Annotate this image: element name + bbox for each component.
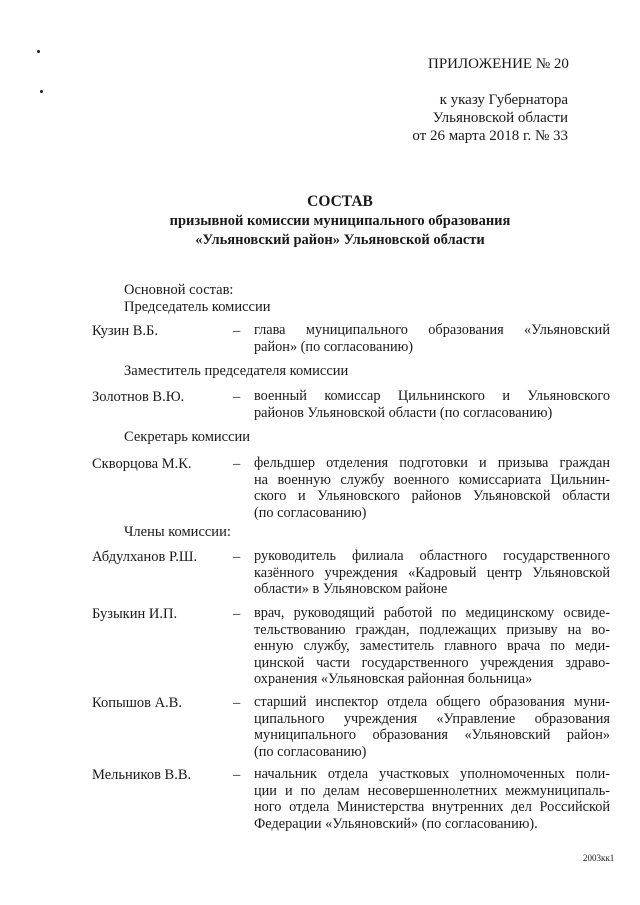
- section-deputy: Заместитель председателя комиссии: [124, 363, 349, 379]
- dash: –: [233, 606, 241, 622]
- section-chairman: Председатель комиссии: [124, 299, 271, 315]
- person-role: военный комиссар Цильнинского и Ульяновского районов Ульяновской области (по согласованию): [254, 388, 610, 421]
- scan-speck: [37, 50, 40, 53]
- doc-subtitle-line-1: призывной комиссии муниципального образования: [169, 213, 511, 229]
- dash: –: [233, 323, 241, 339]
- dash: –: [233, 389, 241, 405]
- decree-line-2: Ульяновской области: [432, 110, 568, 126]
- person-role: врач, руководящий работой по медицинскому освиде- тельствованию граждан, подлежащих призыву на во- енную службу, заместитель главного врача по меди- цинской части государственного учреждения здраво- охранения «Ульяновская районная больница»: [254, 605, 610, 687]
- person-name: Абдулханов Р.Ш.: [92, 549, 198, 565]
- person-name: Кузин В.Б.: [92, 323, 158, 339]
- section-main-composition: Основной состав:: [124, 282, 234, 298]
- person-role: старший инспектор отдела общего образования муни- ципального учреждения «Управление образования муниципального образования «Ульяновский район» (по согласованию): [254, 694, 610, 760]
- scan-speck: [40, 90, 43, 93]
- section-secretary: Секретарь комиссии: [124, 429, 251, 445]
- person-name: Скворцова М.К.: [92, 456, 192, 472]
- person-role: начальник отдела участковых уполномоченных поли- ции и по делам несовершеннолетних межмуниципаль- ного отдела Министерства внутренних дел Российской Федерации «Ульяновский» (по согласованию).: [254, 766, 610, 832]
- decree-line-1: к указу Губернатора: [439, 92, 568, 108]
- person-name: Мельников В.В.: [92, 767, 192, 783]
- person-role: фельдшер отделения подготовки и призыва граждан на военную службу военного комиссариата Цильнин- ского и Ульяновского районов Ульяновской области (по согласованию): [254, 455, 610, 521]
- person-name: Копышов А.В.: [92, 695, 182, 711]
- dash: –: [233, 767, 241, 783]
- doc-subtitle-line-2: «Ульяновский район» Ульяновской области: [195, 232, 485, 248]
- section-members: Члены комиссии:: [124, 524, 231, 540]
- person-name: Золотнов В.Ю.: [92, 389, 185, 405]
- doc-title: СОСТАВ: [307, 193, 373, 210]
- dash: –: [233, 695, 241, 711]
- decree-line-3: от 26 марта 2018 г. № 33: [412, 128, 568, 144]
- dash: –: [233, 549, 241, 565]
- appendix-number: ПРИЛОЖЕНИЕ № 20: [428, 56, 569, 72]
- document-code: 2003кк1: [583, 853, 615, 863]
- person-name: Бузыкин И.П.: [92, 606, 178, 622]
- dash: –: [233, 456, 241, 472]
- person-role: руководитель филиала областного государственного казённого учреждения «Кадровый центр Ульяновской области» в Ульяновском районе: [254, 548, 610, 597]
- person-role: глава муниципального образования «Ульяновский район» (по согласованию): [254, 322, 610, 355]
